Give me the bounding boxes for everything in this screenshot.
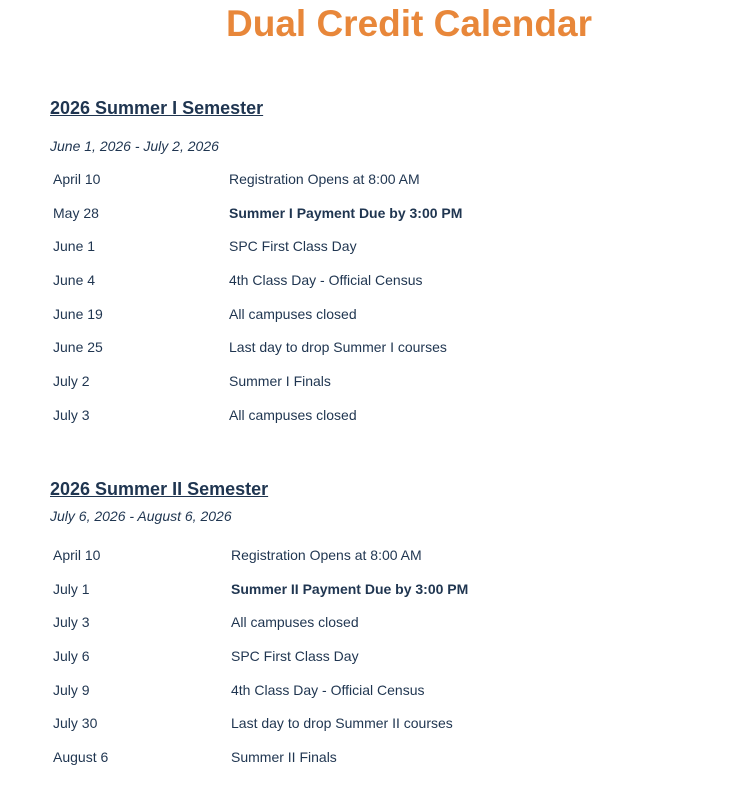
event-date: June 1 <box>53 238 96 255</box>
event-date: July 3 <box>53 406 90 423</box>
event-row <box>50 305 710 339</box>
event-row <box>50 271 710 305</box>
event-date: August 6 <box>53 749 109 766</box>
event-date: June 25 <box>53 339 103 356</box>
semester-date-range: July 6, 2026 - August 6, 2026 <box>50 508 232 524</box>
event-date: July 1 <box>53 580 90 597</box>
event-row <box>50 580 710 614</box>
event-description: Summer I Payment Due by 3:00 PM <box>229 204 463 221</box>
semester-heading: 2026 Summer II Semester <box>50 479 269 499</box>
semester-summer-2 <box>50 477 710 782</box>
event-row <box>50 170 710 204</box>
semester-heading: 2026 Summer I Semester <box>50 98 264 118</box>
event-date: June 4 <box>53 272 96 289</box>
event-row <box>50 613 710 647</box>
event-date: July 6 <box>53 648 90 665</box>
event-description: Summer I Finals <box>229 373 331 390</box>
event-date: April 10 <box>53 547 101 563</box>
semester-date-range: June 1, 2026 - July 2, 2026 <box>50 138 219 154</box>
event-row <box>50 406 710 440</box>
event-row <box>50 237 710 271</box>
event-description: 4th Class Day - Official Census <box>231 681 425 698</box>
event-description: SPC First Class Day <box>231 648 359 665</box>
event-row <box>50 204 710 238</box>
event-description: Summer II Finals <box>231 749 337 766</box>
event-date: June 19 <box>53 305 103 322</box>
event-date: July 3 <box>53 614 90 631</box>
event-description: Last day to drop Summer I courses <box>229 339 447 356</box>
event-description: 4th Class Day - Official Census <box>229 272 423 289</box>
event-row <box>50 647 710 681</box>
event-row <box>50 748 710 782</box>
event-description: All campuses closed <box>231 614 359 631</box>
event-row <box>50 338 710 372</box>
event-description: Registration Opens at 8:00 AM <box>231 547 422 563</box>
event-date: May 28 <box>53 204 99 221</box>
event-date: July 30 <box>53 715 98 732</box>
event-row <box>50 372 710 406</box>
event-description: SPC First Class Day <box>229 238 357 255</box>
event-row <box>50 546 710 580</box>
event-description: Last day to drop Summer II courses <box>231 715 453 732</box>
event-list <box>50 546 710 782</box>
event-description: Registration Opens at 8:00 AM <box>229 171 420 187</box>
event-date: April 10 <box>53 171 101 187</box>
semester-summer-1 <box>50 96 710 440</box>
event-description: All campuses closed <box>229 406 357 423</box>
page-title: Dual Credit Calendar <box>226 3 592 44</box>
event-row <box>50 681 710 715</box>
event-date: July 9 <box>53 681 90 698</box>
event-description: Summer II Payment Due by 3:00 PM <box>231 580 469 597</box>
event-description: All campuses closed <box>229 305 357 322</box>
event-list <box>50 170 710 440</box>
event-row <box>50 714 710 748</box>
event-date: July 2 <box>53 373 90 390</box>
